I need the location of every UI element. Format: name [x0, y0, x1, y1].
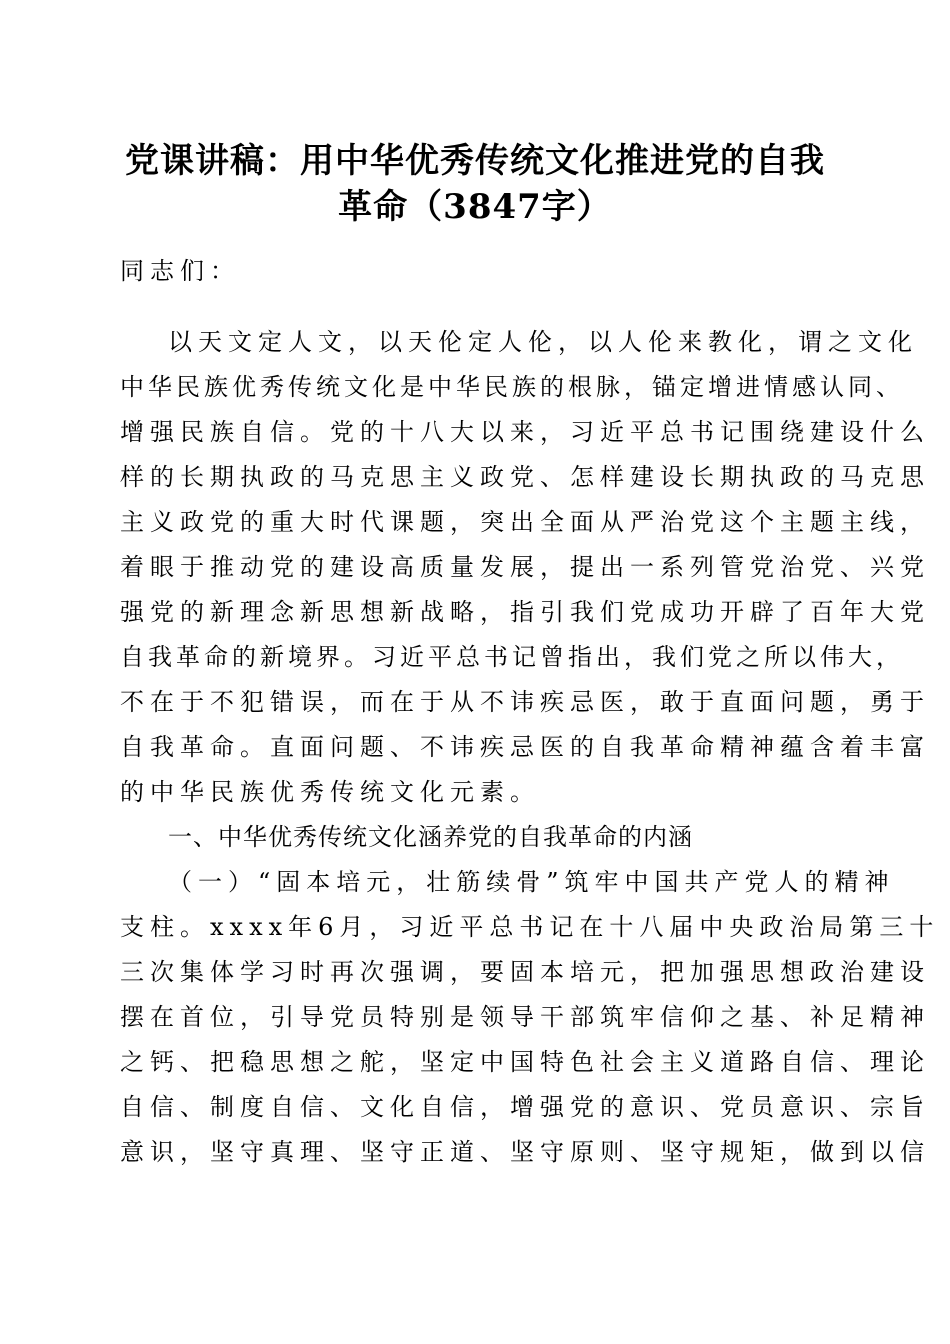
paragraph-line: 摆在首位，引导党员特别是领导干部筑牢信仰之基、补足精神 — [120, 1003, 930, 1031]
salutation: 同志们： — [120, 257, 240, 285]
paragraph-line: 强党的新理念新思想新战略，指引我们党成功开辟了百年大党 — [120, 598, 930, 626]
paragraph-line: 不在于不犯错误，而在于从不讳疾忌医，敢于直面问题，勇于 — [120, 688, 930, 716]
paragraph-line: 支柱。xxxx年6月，习近平总书记在十八届中央政治局第三十 — [120, 913, 940, 941]
paragraph-line: 中华民族优秀传统文化是中华民族的根脉，锚定增进情感认同、 — [120, 373, 904, 401]
paragraph-line: 主义政党的重大时代课题，突出全面从严治党这个主题主线， — [120, 508, 930, 536]
paragraph-line: 着眼于推动党的建设高质量发展，提出一系列管党治党、兴党 — [120, 553, 930, 581]
paragraph-line: 自信、制度自信、文化自信，增强党的意识、党员意识、宗旨 — [120, 1093, 930, 1121]
paragraph-line: 以天文定人文，以天伦定人伦，以人伦来教化，谓之文化 — [168, 328, 918, 356]
paragraph-line: 增强民族自信。党的十八大以来，习近平总书记围绕建设什么 — [120, 418, 930, 446]
document-title-line-2: 革命（3847字） — [338, 187, 612, 227]
paragraph-line: 的中华民族优秀传统文化元素。 — [120, 778, 540, 806]
paragraph-line: 自我革命的新境界。习近平总书记曾指出，我们党之所以伟大， — [120, 643, 904, 671]
section-heading: 一、中华优秀传统文化涵养党的自我革命的内涵 — [168, 823, 693, 851]
paragraph-line: 自我革命。直面问题、不讳疾忌医的自我革命精神蕴含着丰富 — [120, 733, 930, 761]
paragraph-line: 样的长期执政的马克思主义政党、怎样建设长期执政的马克思 — [120, 463, 930, 491]
paragraph-line: 意识，坚守真理、坚守正道、坚守原则、坚守规矩，做到以信 — [120, 1138, 930, 1166]
document-title-line-1: 党课讲稿：用中华优秀传统文化推进党的自我 — [125, 141, 825, 181]
paragraph-line: 三次集体学习时再次强调，要固本培元，把加强思想政治建设 — [120, 958, 930, 986]
paragraph-line: 之钙、把稳思想之舵，坚定中国特色社会主义道路自信、理论 — [120, 1048, 930, 1076]
paragraph-line: （一）“固本培元，壮筋续骨”筑牢中国共产党人的精神 — [168, 868, 895, 896]
